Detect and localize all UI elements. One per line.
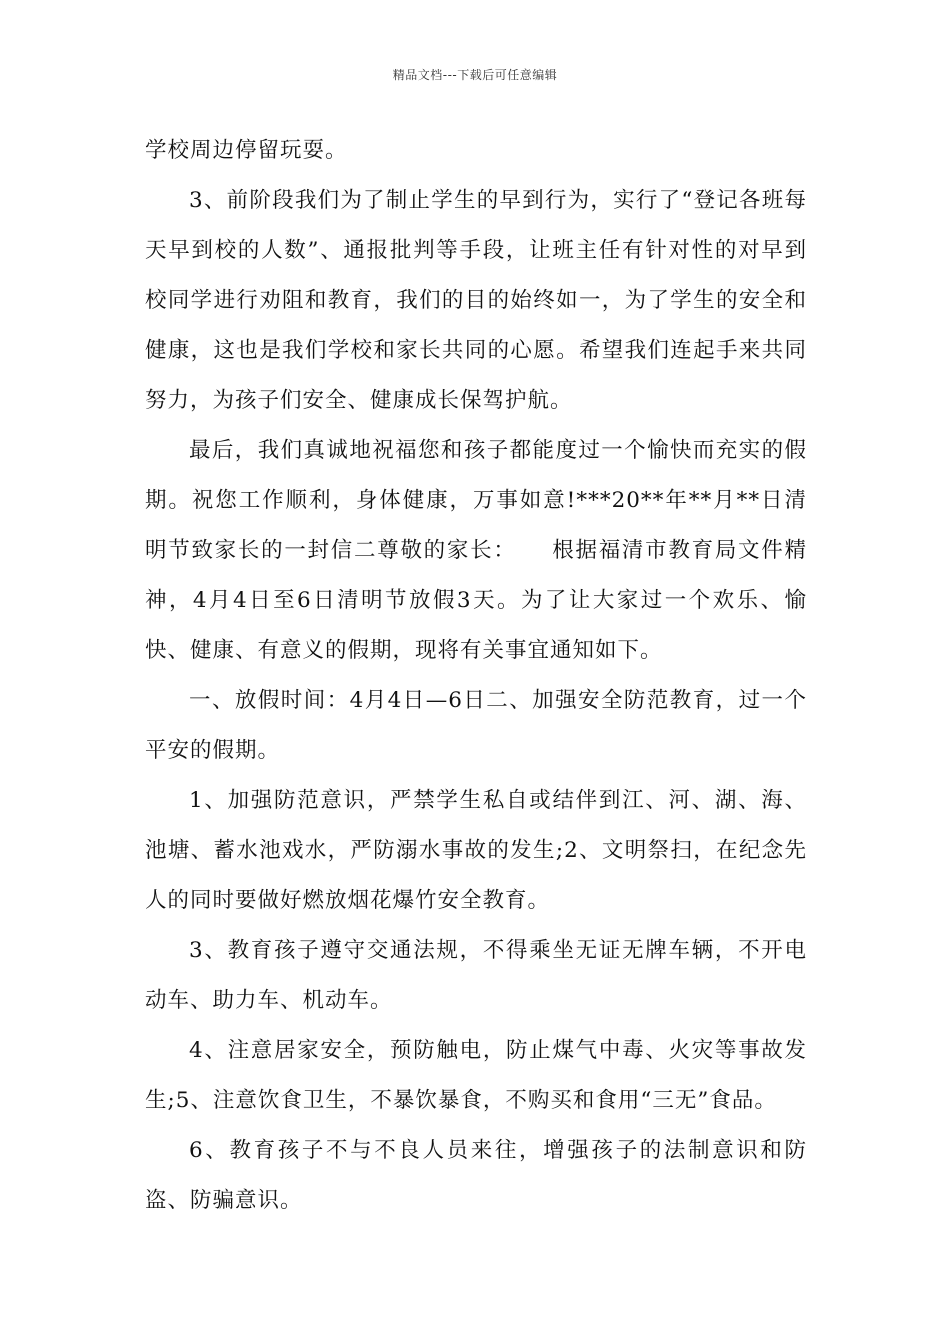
paragraph-legal-awareness: 6、教育孩子不与不良人员来往，增强孩子的法制意识和防盗、防骗意识。	[145, 1138, 807, 1213]
page-header: 精品文档---下载后可任意编辑	[392, 68, 558, 82]
document-body	[145, 126, 807, 1226]
paragraph-early-arrival: 3、前阶段我们为了制止学生的早到行为，实行了“登记各班每天早到校的人数”、通报批判等手段，让班主任有针对性的对早到校同学进行劝阻和教育，我们的目的始终如一，为了学生的安全和健康，这也是我们学校和家长共同的心愿。希望我们连起手来共同努力，为孩子们安全、健康成长保驾护航。	[145, 188, 807, 413]
paragraph-closing-and-notice: 最后，我们真诚地祝福您和孩子都能度过一个愉快而充实的假期。祝您工作顺利，身体健康，万事如意!***20**年**月**日清明节致家长的一封信二尊敬的家长： 根据福清市教育局文件精神，4月4日至6日清明节放假3天。为了让大家过一个欢乐、愉快、健康、有意义的假期，现将有关事宜通知如下。	[145, 438, 807, 663]
paragraph-traffic-safety: 3、教育孩子遵守交通法规，不得乘坐无证无牌车辆，不开电动车、助力车、机动车。	[145, 938, 807, 1013]
paragraph-continuation: 学校周边停留玩耍。	[145, 138, 348, 163]
paragraph-water-safety: 1、加强防范意识，严禁学生私自或结伴到江、河、湖、海、池塘、蓄水池戏水，严防溺水事故的发生;2、文明祭扫，在纪念先人的同时要做好燃放烟花爆竹安全教育。	[145, 788, 807, 913]
paragraph-holiday-time: 一、放假时间：4月4日—6日二、加强安全防范教育，过一个平安的假期。	[145, 688, 807, 763]
paragraph-home-food-safety: 4、注意居家安全，预防触电，防止煤气中毒、火灾等事故发生;5、注意饮食卫生，不暴饮暴食，不购买和食用“三无”食品。	[145, 1038, 807, 1113]
